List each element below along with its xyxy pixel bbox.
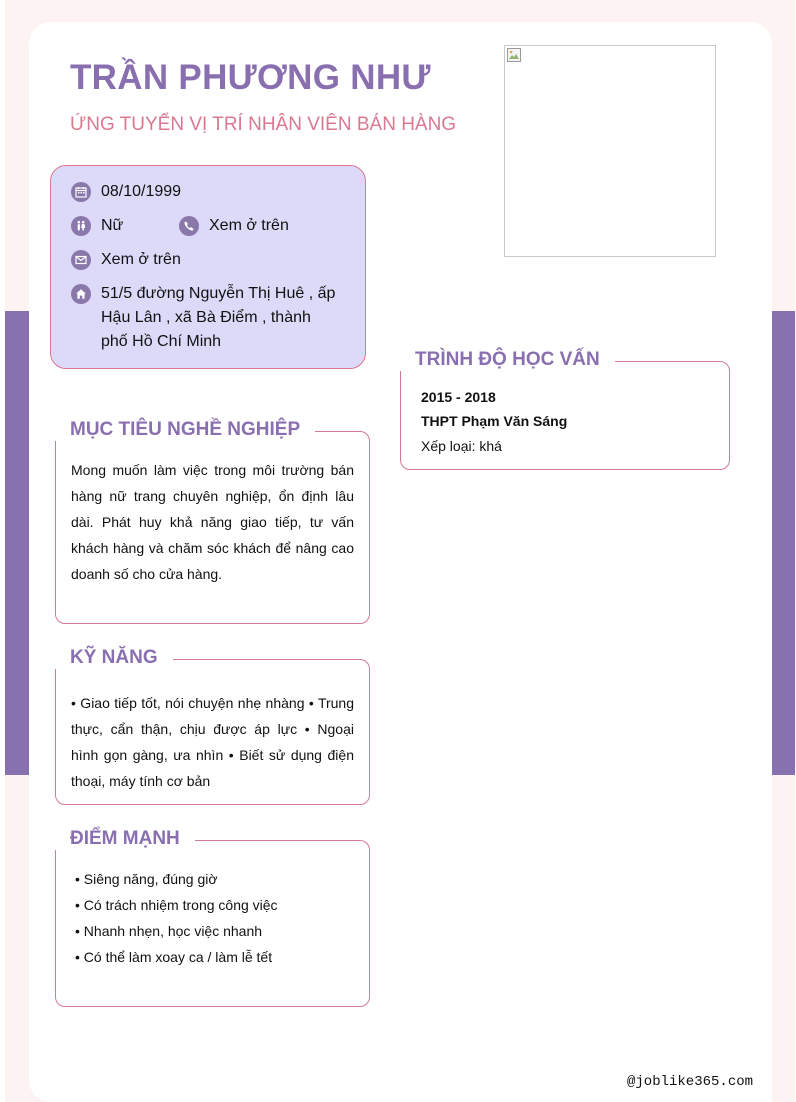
phone-icon — [179, 216, 199, 236]
email-text: Xem ở trên — [101, 251, 181, 268]
objective-title: MỤC TIÊU NGHỀ NGHIỆP — [55, 419, 315, 441]
phone-row — [179, 214, 289, 238]
address-text: 51/5 đường Nguyễn Thị Huê , ấp Hậu Lân , xã Bà Điểm , thành phố Hồ Chí Minh — [101, 285, 336, 350]
education-school: THPT Phạm Văn Sáng — [421, 413, 568, 429]
applied-position: ỨNG TUYỂN VỊ TRÍ NHÂN VIÊN BÁN HÀNG — [70, 114, 457, 135]
strength-item: • Có thể làm xoay ca / làm lễ tết — [75, 949, 273, 965]
candidate-name: TRẦN PHƯƠNG NHƯ — [70, 58, 431, 97]
strength-item: • Có trách nhiệm trong công việc — [75, 897, 278, 913]
gender-icon — [71, 216, 91, 236]
right-accent-band — [772, 311, 795, 775]
home-icon — [71, 284, 91, 304]
broken-image-icon — [507, 48, 521, 62]
education-period: 2015 - 2018 — [421, 389, 496, 405]
skills-text: • Giao tiếp tốt, nói chuyện nhẹ nhàng • Trung thực, cẩn thận, chịu được áp lực • Ngoại hình gọn gàng, ưa nhìn • Biết sử dụng điện thoại, máy tính cơ bản — [71, 695, 354, 789]
strength-item: • Siêng năng, đúng giờ — [75, 871, 218, 887]
birthday-row — [71, 180, 181, 204]
left-accent-band — [5, 311, 29, 775]
gender-row — [71, 214, 123, 238]
birthday-text: 08/10/1999 — [101, 183, 182, 200]
calendar-icon — [71, 182, 91, 202]
email-row — [71, 248, 181, 272]
watermark-text: @joblike365.com — [627, 1074, 754, 1090]
address-row — [71, 282, 341, 354]
strengths-title: ĐIỂM MẠNH — [55, 828, 195, 850]
education-title: TRÌNH ĐỘ HỌC VẤN — [400, 349, 615, 371]
education-grade: Xếp loại: khá — [421, 438, 502, 454]
profile-photo — [504, 45, 716, 257]
objective-text: Mong muốn làm việc trong môi trường bán hàng nữ trang chuyên nghiệp, ổn định lâu dài. Phát huy khả năng giao tiếp, tư vấn khách hàng và chăm sóc khách để nâng cao doanh số cho cửa hàng. — [71, 462, 354, 582]
gender-text: Nữ — [101, 217, 124, 234]
email-icon — [71, 250, 91, 270]
phone-text: Xem ở trên — [209, 217, 289, 234]
strength-item: • Nhanh nhẹn, học việc nhanh — [75, 923, 263, 939]
strengths-list — [75, 866, 358, 970]
skills-title: KỸ NĂNG — [55, 647, 173, 669]
